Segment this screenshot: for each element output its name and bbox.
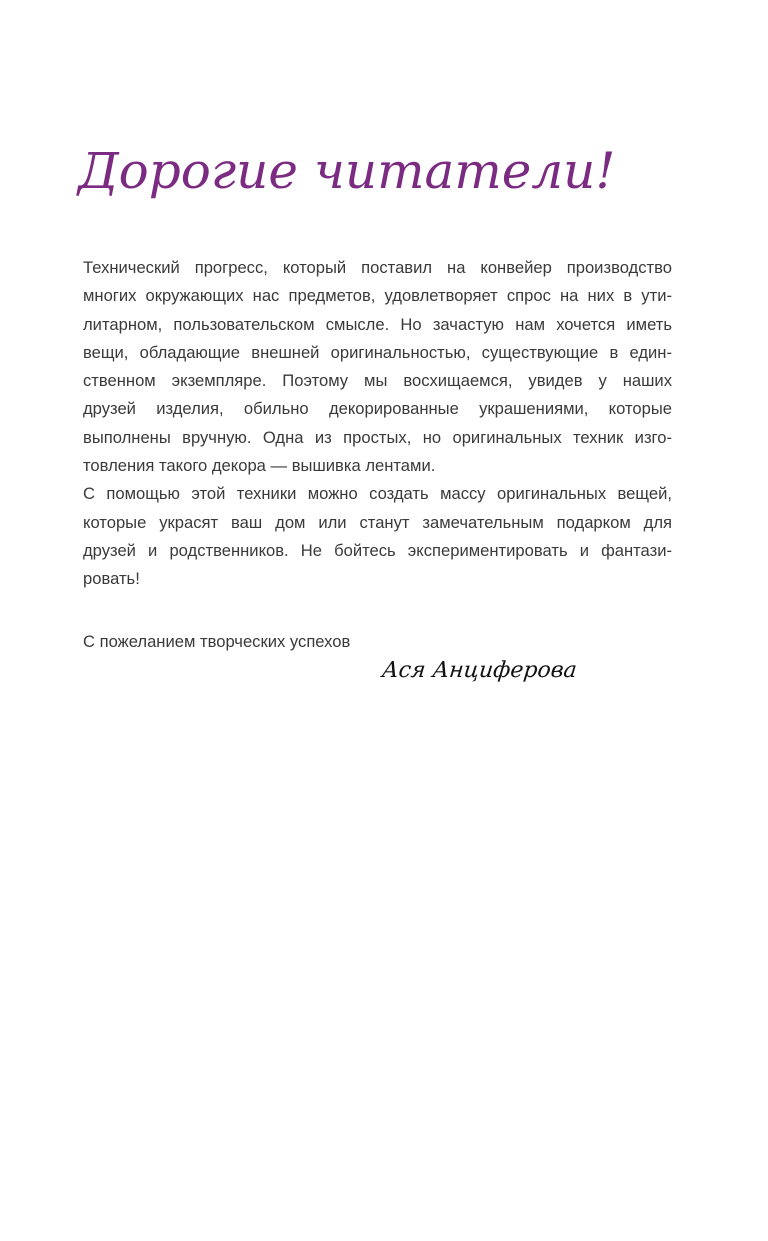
text-line: друзей изделия, обильно декорированные украшениями, которые <box>83 399 672 419</box>
text-line: выполнены вручную. Одна из простых, но оригинальных техник изго- <box>83 427 672 447</box>
text-line: многих окружающих нас предметов, удовлетворяет спрос на них в ути- <box>83 286 672 306</box>
letter-body <box>83 254 672 594</box>
signature: Ася Анциферова <box>380 658 579 683</box>
text-line: С помощью этой техники можно создать массу оригинальных вещей, <box>83 484 672 504</box>
paragraph-2 <box>83 480 672 593</box>
text-line: которые украсят ваш дом или станут замечательным подарком для <box>83 512 672 532</box>
text-line: ровать! <box>83 569 140 589</box>
text-line: вещи, обладающие внешней оригинальностью, существующие в един- <box>83 342 672 362</box>
text-line: товления такого декора — вышивка лентами. <box>83 456 436 476</box>
paragraph-1 <box>83 254 672 480</box>
text-line: друзей и родственников. Не бойтесь экспериментировать и фантази- <box>83 540 672 560</box>
text-line: литарном, пользовательском смысле. Но зачастую нам хочется иметь <box>83 314 672 334</box>
closing-line: С пожеланием творческих успехов <box>83 632 351 651</box>
text-line: ственном экземпляре. Поэтому мы восхищаемся, увидев у наших <box>83 371 672 391</box>
text-line: Технический прогресс, который поставил на конвейер производство <box>83 258 672 277</box>
page-title: Дорогие читатели! <box>78 142 616 200</box>
